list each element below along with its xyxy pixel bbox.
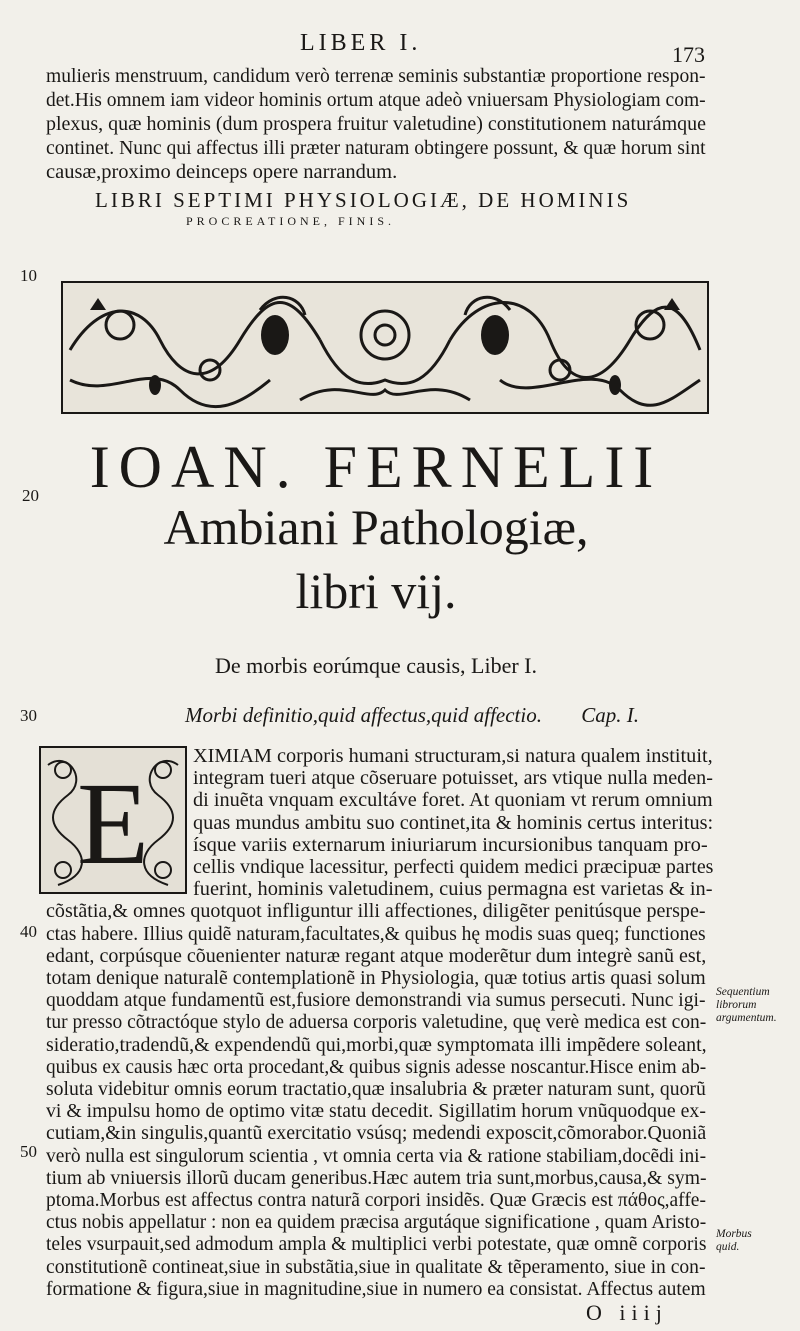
text-line: quas mundus ambitu suo continet,ita & hominis certus interitus: <box>193 811 714 834</box>
text-line: det.His omnem iam videor hominis ortum atque adeò vniuersam Physiologiam com- <box>46 89 706 111</box>
author-title: IOAN. FERNELII <box>89 434 663 500</box>
margin-note-line: Sequentium <box>716 986 770 998</box>
text-line: quibus ex causis hæc orta procedant,& quibus signis adesse noscantur.Hisce enim ab- <box>46 1055 707 1078</box>
chapter-heading <box>185 703 639 728</box>
line-number: 20 <box>22 486 39 505</box>
colophon-subtitle: PROCREATIONE, FINIS. <box>186 214 396 228</box>
line-number: 40 <box>20 922 37 941</box>
text-line: constitutionẽ contineat,siue in substãtia,siue in qualitate & tẽperamento, siue in con- <box>46 1255 706 1278</box>
margin-note-line: argumentum. <box>716 1012 777 1024</box>
margin-note-line: librorum <box>716 999 757 1011</box>
text-line: fuerint, hominis valetudinem, cuius permagna est varietas & in- <box>193 878 713 901</box>
text-line: plexus, quæ hominis (dum prospera fruitur valetudine) constitutionem naturámque <box>46 113 707 135</box>
decorated-initial <box>38 745 188 895</box>
text-line: cõstãtia,& omnes quotquot infliguntur illi affectiones, diligẽter penitúsque perspe- <box>46 900 706 923</box>
text-line: mulieris menstruum, candidum verò terrenæ seminis substantiæ proportione respon- <box>46 65 706 87</box>
text-line: formatione & figura,siue in magnitudine,siue in numero ea consistat. Affectus autem <box>46 1277 706 1300</box>
text-line: quoddam atque fundamentũ est,fusiore demonstrandi via sumus persecuti. Nunc igi- <box>46 989 706 1012</box>
line-number: 30 <box>20 706 37 725</box>
text-line: tium ab vniuersis illorũ ducam generibus.Hæc autem tria sunt,morbus,causa,& sym- <box>46 1166 707 1189</box>
text-line: continet. Nunc qui affectus illi præter naturam obtingere possunt, & quæ horum sint <box>46 137 706 159</box>
book-title: De morbis eorúmque causis, Liber I. <box>215 653 537 678</box>
chapter-number: Cap. I. <box>581 703 639 727</box>
text-line: soluta videbitur omnis eorum tractatio,quæ insalubria & præter naturam sunt, quorũ <box>46 1078 706 1100</box>
text-line: cellis vndique lacessitur, perfecti quidem medici præcipuæ partes <box>193 856 714 878</box>
text-line: ísque variis externarum iniuriarum incursionibus tanquam pro- <box>193 833 708 856</box>
text-line: ctas habere. Illius quidẽ naturam,facultates,& quibus hę modis suas queq; functiones <box>46 922 706 945</box>
running-head <box>0 30 800 67</box>
margin-note <box>716 1228 800 1254</box>
text-line: ptoma.Morbus est affectus contra naturã corpori insidẽs. Quæ Græcis est πάθος,affe- <box>46 1189 706 1211</box>
text-line: cutiam,&in singulis,quantũ exercitatio vsúsq; medendi exposcit,cõmorabor.Quoniã <box>46 1122 707 1145</box>
work-title-line2: libri vij. <box>295 563 457 619</box>
running-title: LIBER I. <box>300 30 422 56</box>
text-line: integram tueri atque cõseruare potuisset, ars vtique nulla meden- <box>193 767 713 790</box>
work-title-line1: Ambiani Pathologiæ, <box>163 499 589 555</box>
line-number: 50 <box>20 1142 37 1161</box>
text-line: ctus nobis appellatur : non ea quidem præcisa argutáque significatione , quam Aristo- <box>46 1211 707 1234</box>
drop-cap-letter: E <box>76 758 150 889</box>
text-line: totam denique naturalẽ contemplationẽ in Physiologia, quæ totius artis quasi solum <box>46 967 706 989</box>
line-number: 10 <box>20 266 37 285</box>
text-line: XIMIAM corporis humani structuram,si natura qualem instituit, <box>193 745 713 767</box>
text-line: teles vsurpauit,sed admodum ampla & multiplici verbi potestate, quæ omnẽ corporis <box>46 1233 707 1256</box>
margin-note <box>716 986 800 1025</box>
text-line: vi & impulsu homo de optimo vitæ statu decedit. Sigillatim horum vnũquodque ex- <box>46 1100 706 1123</box>
text-line: di inuẽta vnquam excultáve foret. At quoniam vt rerum omnium <box>193 789 713 812</box>
text-line: sideratio,tradendũ,& expendendũ qui,morbi,quæ symptomata illi impẽdere soleant, <box>46 1033 707 1056</box>
margin-note-line: quid. <box>716 1241 740 1253</box>
text-line: verò nulla est singulorum scientia , vt omnia certa via & ratione stabiliam,docẽdi ini- <box>46 1144 707 1167</box>
text-line: tur presso cõtractóque stylo de aduersa corporis valetudine, quę verè medica est con- <box>46 1011 707 1034</box>
signature-mark: O iiij <box>586 1300 668 1325</box>
chapter-title: Morbi definitio,quid affectus,quid affectio. <box>185 703 542 727</box>
text-line: edant, corpúsque cõuenienter naturæ regant atque moderẽtur dum integrè sanũ est, <box>46 944 707 967</box>
text-line: causæ,proximo deinceps opere narrandum. <box>46 161 398 183</box>
colophon-title: LIBRI SEPTIMI PHYSIOLOGIÆ, DE HOMINIS <box>95 188 632 212</box>
folio-number: 173 <box>672 42 705 67</box>
margin-note-line: Morbus <box>716 1228 752 1240</box>
ornamental-headpiece <box>60 280 710 415</box>
